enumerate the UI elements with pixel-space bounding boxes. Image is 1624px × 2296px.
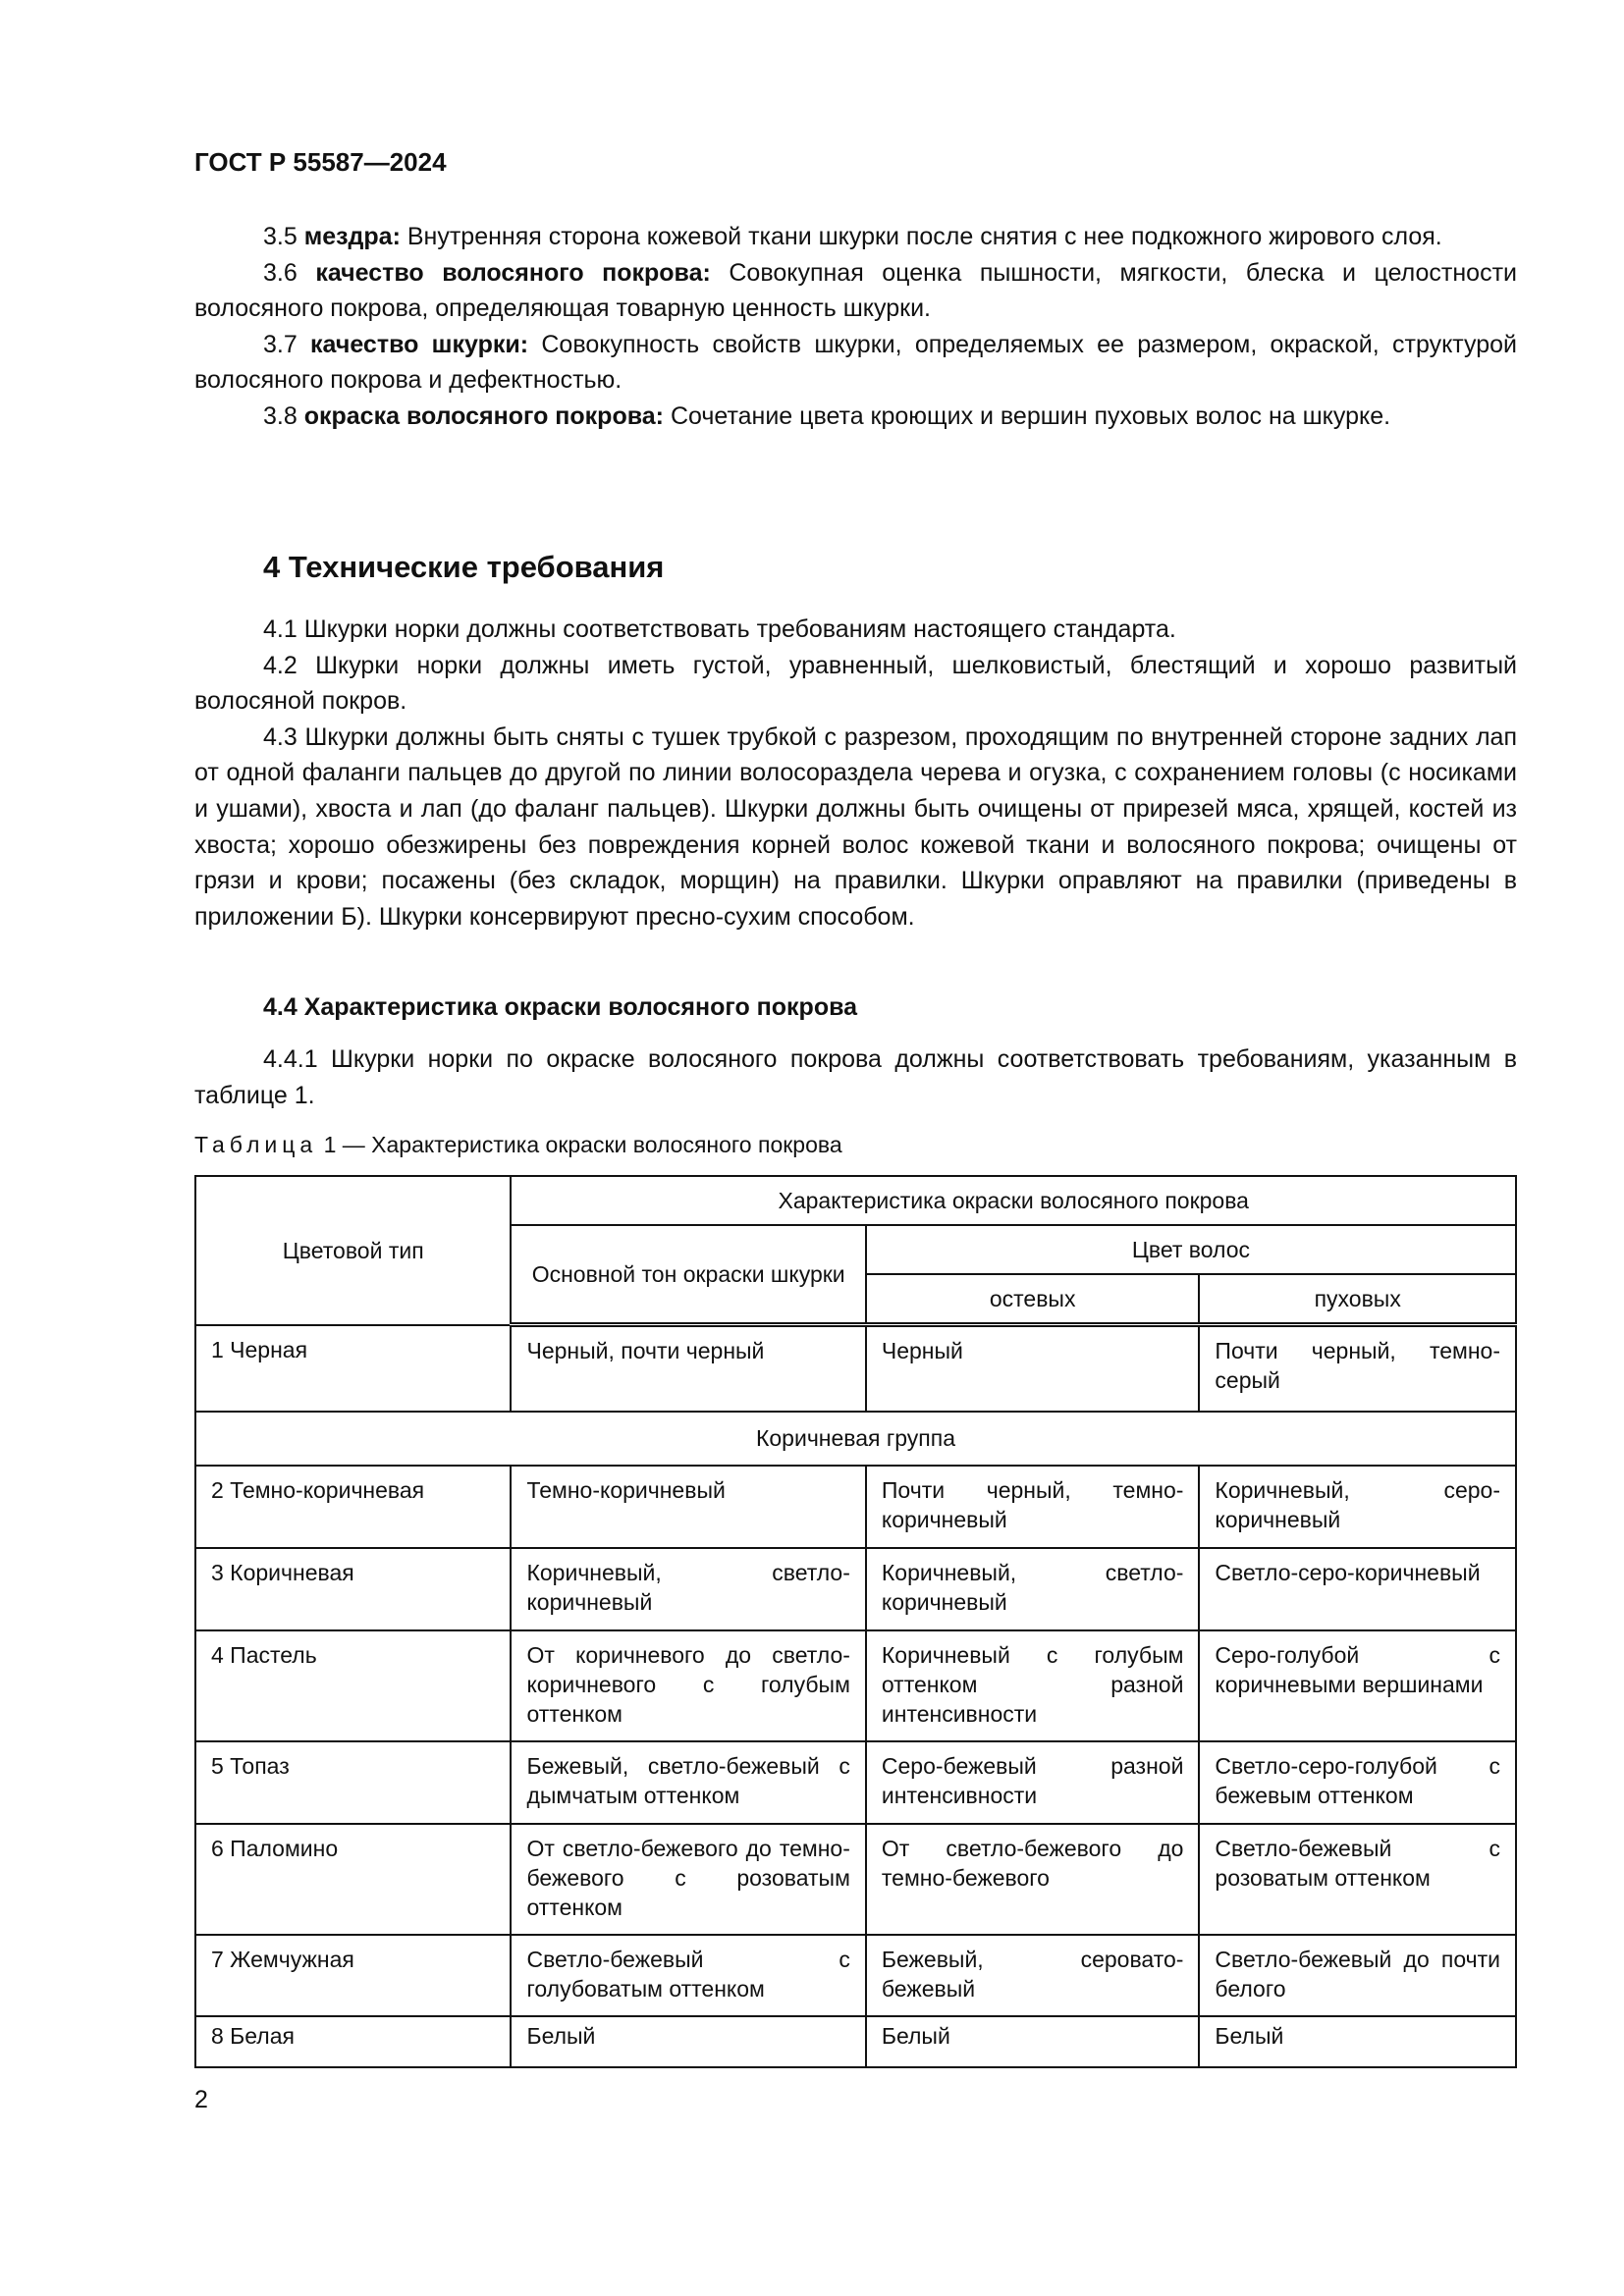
cell: 4 Пастель <box>195 1630 511 1741</box>
document-header: ГОСТ Р 55587—2024 <box>194 147 447 177</box>
def-num: 3.6 <box>263 258 298 287</box>
table-row <box>195 1935 1516 2016</box>
definitions <box>194 219 1517 435</box>
cell: 6 Паломино <box>195 1824 511 1935</box>
section-4-heading: 4 Технические требования <box>263 550 665 584</box>
cell: Белый <box>866 2016 1200 2067</box>
def-num: 3.8 <box>263 401 298 430</box>
def-term: окраска волосяного покрова: <box>303 401 664 430</box>
subsection-4-4-heading: 4.4 Характеристика окраски волосяного покрова <box>263 993 858 1021</box>
table-row <box>195 1630 1516 1741</box>
section-4-body <box>194 612 1517 934</box>
def-term: качество шкурки: <box>310 330 529 358</box>
def-num: 3.5 <box>263 223 298 250</box>
cell: Светло-бежевый с розоватым оттенком <box>1199 1824 1516 1935</box>
cell: 5 Топаз <box>195 1741 511 1824</box>
cell: 1 Черная <box>195 1325 511 1412</box>
def-num: 3.7 <box>263 330 298 358</box>
cell: Белый <box>1199 2016 1516 2067</box>
cell: Темно-коричневый <box>511 1466 865 1548</box>
cell: От коричневого до светло-коричневого с голубым оттенком <box>511 1630 865 1741</box>
cell: Коричневый с голубым оттенком разной интенсивности <box>866 1630 1200 1741</box>
page-number: 2 <box>194 2086 208 2113</box>
cell: От светло-бежевого до темно-бежевого <box>866 1824 1200 1935</box>
table-caption <box>194 1132 842 1158</box>
definition-3-7 <box>194 327 1517 399</box>
def-text: Совокупность свойств шкурки, определяемых ее размером, окраской, структурой волосяного покрова и дефектностью. <box>194 330 1518 395</box>
header-guard-hair: остевых <box>866 1274 1200 1325</box>
cell: Бежевый, серовато-бежевый <box>866 1935 1200 2016</box>
table-row <box>195 1548 1516 1630</box>
group-row <box>195 1412 1516 1466</box>
table-row <box>195 1741 1516 1824</box>
cell: Светло-бежевый до почти белого <box>1199 1935 1516 2016</box>
cell: 7 Жемчужная <box>195 1935 511 2016</box>
def-text: Сочетание цвета кроющих и вершин пуховых волос на шкурке. <box>670 401 1391 430</box>
cell: Коричневый, светло-коричневый <box>866 1548 1200 1630</box>
paragraph-4-4-1-block <box>194 1041 1517 1113</box>
header-color-type: Цветовой тип <box>195 1176 511 1325</box>
table-row <box>195 1466 1516 1548</box>
paragraph-4-2: 4.2 Шкурки норки должны иметь густой, уравненный, шелковистый, блестящий и хорошо развитый волосяной покров. <box>194 651 1517 716</box>
cell: Черный, почти черный <box>511 1325 865 1412</box>
paragraph-4-4-1: 4.4.1 Шкурки норки по окраске волосяного покрова должны соответствовать требованиям, указанным в таблице 1. <box>194 1045 1517 1109</box>
def-term: мездра: <box>303 223 401 250</box>
paragraph-4-3: 4.3 Шкурки должны быть сняты с тушек трубкой с разрезом, проходящим по внутренней стороне задних лап от одной фаланги пальцев до другой по линии волосораздела черева и огузка, с сохранением головы (с носиками и ушами), хвоста и лап (до фаланг пальцев). Шкурки должны быть очищены от прирезей мяса, хрящей, костей из хвоста; хорошо обезжирены без повреждения корней волос кожевой ткани и волосяного покрова; очищены от грязи и крови; посажены (без складок, морщин) на правилки. Шкурки оправляют на правилки (приведены в приложении Б). Шкурки консервируют пресно-сухим способом. <box>194 722 1517 931</box>
cell: Светло-бежевый с голубоватым оттенком <box>511 1935 865 2016</box>
cell: Серо-голубой с коричневыми вершинами <box>1199 1630 1516 1741</box>
cell: 8 Белая <box>195 2016 511 2067</box>
caption-label: Таблица <box>194 1132 318 1157</box>
def-term: качество волосяного покрова: <box>315 258 711 287</box>
cell: Серо-бежевый разной интенсивности <box>866 1741 1200 1824</box>
table-row <box>195 1824 1516 1935</box>
header-base-tone: Основной тон окраски шкурки <box>511 1225 865 1325</box>
caption-text: 1 — Характеристика окраски волосяного покрова <box>317 1132 842 1157</box>
cell: Черный <box>866 1325 1200 1412</box>
cell: 3 Коричневая <box>195 1548 511 1630</box>
group-label: Коричневая группа <box>195 1412 1516 1466</box>
cell: Светло-серо-коричневый <box>1199 1548 1516 1630</box>
def-text: Внутренняя сторона кожевой ткани шкурки после снятия с нее подкожного жирового слоя. <box>406 223 1442 250</box>
cell: Почти черный, темно-серый <box>1199 1325 1516 1412</box>
def-text: Совокупная оценка пышности, мягкости, блеска и целостности волосяного покрова, определяющая товарную ценность шкурки. <box>194 258 1517 323</box>
table-row <box>195 1325 1516 1412</box>
definition-3-5 <box>194 219 1517 255</box>
paragraph-4-1: 4.1 Шкурки норки должны соответствовать требованиям настоящего стандарта. <box>263 615 1176 643</box>
header-group: Характеристика окраски волосяного покрова <box>511 1176 1516 1225</box>
definition-3-6 <box>194 255 1517 327</box>
cell: От светло-бежевого до темно-бежевого с розоватым оттенком <box>511 1824 865 1935</box>
cell: Бежевый, светло-бежевый с дымчатым оттенком <box>511 1741 865 1824</box>
color-characteristics-table <box>194 1175 1517 2068</box>
cell: Коричневый, светло-коричневый <box>511 1548 865 1630</box>
header-hair-color: Цвет волос <box>866 1225 1516 1274</box>
cell: Коричневый, серо-коричневый <box>1199 1466 1516 1548</box>
cell: Светло-серо-голубой с бежевым оттенком <box>1199 1741 1516 1824</box>
cell: 2 Темно-коричневая <box>195 1466 511 1548</box>
cell: Белый <box>511 2016 865 2067</box>
definition-3-8 <box>194 399 1517 435</box>
cell: Почти черный, темно-коричневый <box>866 1466 1200 1548</box>
header-underfur: пуховых <box>1199 1274 1516 1325</box>
table-row <box>195 2016 1516 2067</box>
